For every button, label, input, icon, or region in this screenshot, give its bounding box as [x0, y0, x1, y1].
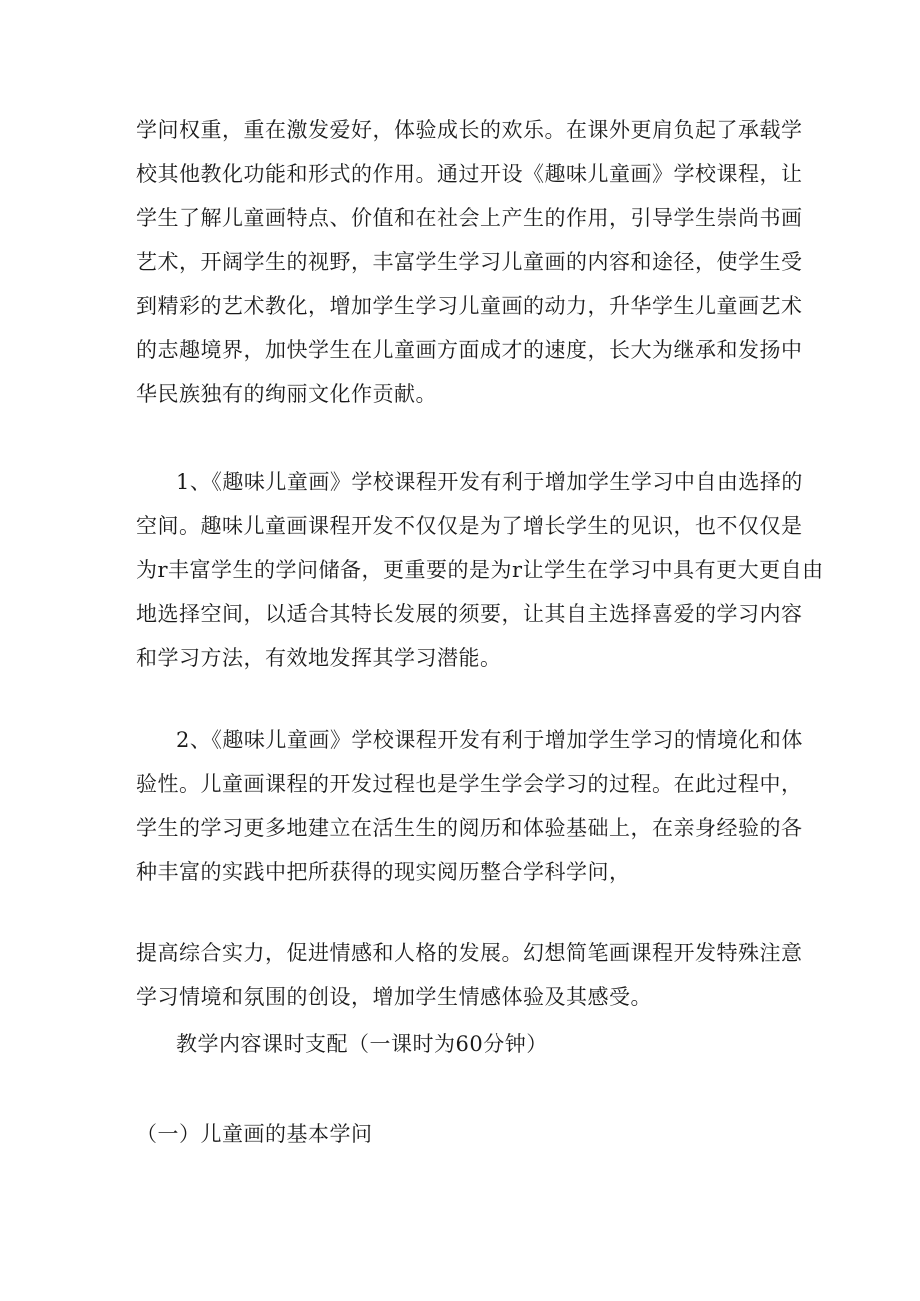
text-line: 的志趣境界，加快学生在儿童画方面成才的速度，长大为继承和发扬中 [136, 338, 803, 362]
section-heading-schedule [136, 1022, 786, 1066]
text-line: 到精彩的艺术教化，增加学生学习儿童画的动力，升华学生儿童画艺术 [136, 294, 803, 318]
text-line: 和学习方法，有效地发挥其学习潜能。 [136, 646, 502, 670]
text-line: 种丰富的实践中把所获得的现实阅历整合学科学问， [136, 860, 631, 884]
text-line: 学生的学习更多地建立在活生生的阅历和体验基础上，在亲身经验的各 [136, 816, 803, 840]
text-line: 教学内容课时支配（一课时为60分钟） [176, 1032, 548, 1056]
paragraph-point-1 [136, 460, 824, 680]
text-line: 学问权重，重在激发爱好，体验成长的欢乐。在课外更肩负起了承载学 [136, 118, 803, 142]
text-line: 提高综合实力，促进情感和人格的发展。幻想简笔画课程开发特殊注意 [136, 941, 803, 965]
text-line: 为r丰富学生的学问储备，更重要的是为r让学生在学习中具有更大更自由 [136, 558, 824, 582]
text-line: 1、《趣味儿童画》学校课程开发有利于增加学生学习中自由选择的 [176, 470, 803, 494]
text-line: （一）儿童画的基本学问 [136, 1122, 373, 1146]
text-line: 学习情境和氛围的创设，增加学生情感体验及其感受。 [136, 985, 652, 1009]
text-line: 艺术，开阔学生的视野，丰富学生学习儿童画的内容和途径，使学生受 [136, 250, 803, 274]
text-line: 华民族独有的绚丽文化作贡献。 [136, 382, 437, 406]
text-line: 校其他教化功能和形式的作用。通过开设《趣味儿童画》学校课程，让 [136, 162, 803, 186]
text-line: 学生了解儿童画特点、价值和在社会上产生的作用，引导学生崇尚书画 [136, 206, 803, 230]
text-line: 验性。儿童画课程的开发过程也是学生学会学习的过程。在此过程中， [136, 772, 803, 796]
paragraph-continuation [136, 931, 803, 1019]
paragraph-point-2 [136, 718, 803, 894]
text-line: 2、《趣味儿童画》学校课程开发有利于增加学生学习的情境化和体 [176, 728, 803, 752]
section-heading-basics [136, 1112, 786, 1156]
text-line: 地选择空间，以适合其特长发展的须要，让其自主选择喜爱的学习内容 [136, 602, 803, 626]
text-line: 空间。趣味儿童画课程开发不仅仅是为了增长学生的见识，也不仅仅是 [136, 514, 803, 538]
paragraph-course-significance [136, 108, 803, 416]
